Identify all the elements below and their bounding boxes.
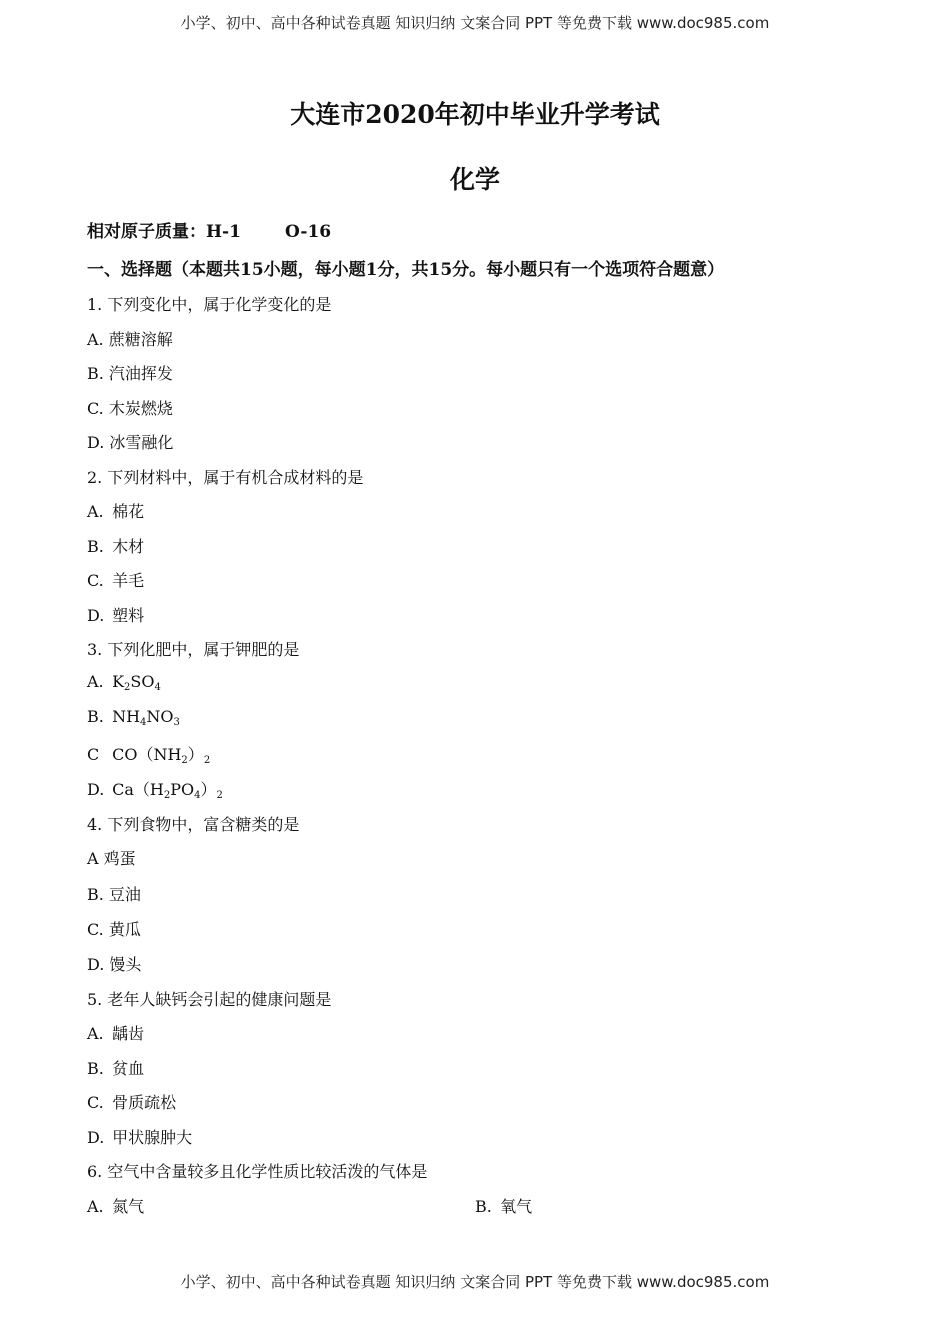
header-banner: 小学、初中、高中各种试卷真题 知识归纳 文案合同 PPT 等免费下载 www.doc985.com: [180, 14, 770, 32]
q3-option-b: B. $NH_4NO_3$: [87, 707, 180, 728]
q2-option-b: B. 木材: [87, 537, 145, 556]
q2-option-c: C. 羊毛: [87, 571, 145, 590]
q5-option-b: B. 贫血: [87, 1059, 145, 1078]
q5-option-d: D. 甲状腺肿大: [87, 1128, 193, 1147]
q3-option-d: D. $Ca(H_2PO_4)_2$: [87, 780, 223, 801]
q2-option-d: D. 塑料: [87, 606, 145, 625]
q2-option-a: A. 棉花: [87, 502, 145, 521]
q3-stem: 3. 下列化肥中，属于钾肥的是: [87, 640, 300, 659]
atomic-mass-label: 相对原子质量：H-1: [87, 222, 241, 242]
q5-option-c: C. 骨质疏松: [87, 1093, 177, 1112]
q6-stem: 6. 空气中含量较多且化学性质比较活泼的气体是: [87, 1162, 428, 1181]
q4-option-c: C. 黄瓜: [87, 920, 141, 939]
q1-stem: 1. 下列变化中，属于化学变化的是: [87, 295, 332, 314]
section-heading: 一、选择题（本题共15小题，每小题1分，共15分。每小题只有一个选项符合题意）: [87, 260, 725, 280]
q5-option-a: A. 龋齿: [87, 1024, 145, 1043]
q1-option-a: A. 蔗糖溶解: [87, 330, 173, 349]
exam-title: 大连市2020年初中毕业升学考试: [290, 100, 660, 129]
footer-banner: 小学、初中、高中各种试卷真题 知识归纳 文案合同 PPT 等免费下载 www.doc985.com: [180, 1273, 770, 1291]
q1-option-d: D. 冰雪融化: [87, 433, 174, 452]
q3-option-a: A. $K_2SO_4$: [87, 672, 161, 693]
q3-option-c: C $CO(NH_2)_2$: [87, 745, 211, 766]
q2-stem: 2. 下列材料中，属于有机合成材料的是: [87, 468, 364, 487]
q4-option-b: B. 豆油: [87, 885, 141, 904]
atomic-mass-o: O-16: [284, 222, 332, 242]
q1-option-b: B. 汽油挥发: [87, 364, 173, 383]
q5-stem: 5. 老年人缺钙会引起的健康问题是: [87, 990, 332, 1009]
q6-option-a: A. 氮气: [87, 1197, 145, 1216]
q6-option-b: B. 氧气: [475, 1197, 533, 1216]
q4-option-a: A 鸡蛋: [87, 849, 136, 868]
q4-stem: 4. 下列食物中，富含糖类的是: [87, 815, 300, 834]
q4-option-d: D. 馒头: [87, 955, 142, 974]
q1-option-c: C. 木炭燃烧: [87, 399, 173, 418]
atomic-mass-line: [87, 217, 331, 242]
subject-title: 化学: [449, 165, 500, 194]
